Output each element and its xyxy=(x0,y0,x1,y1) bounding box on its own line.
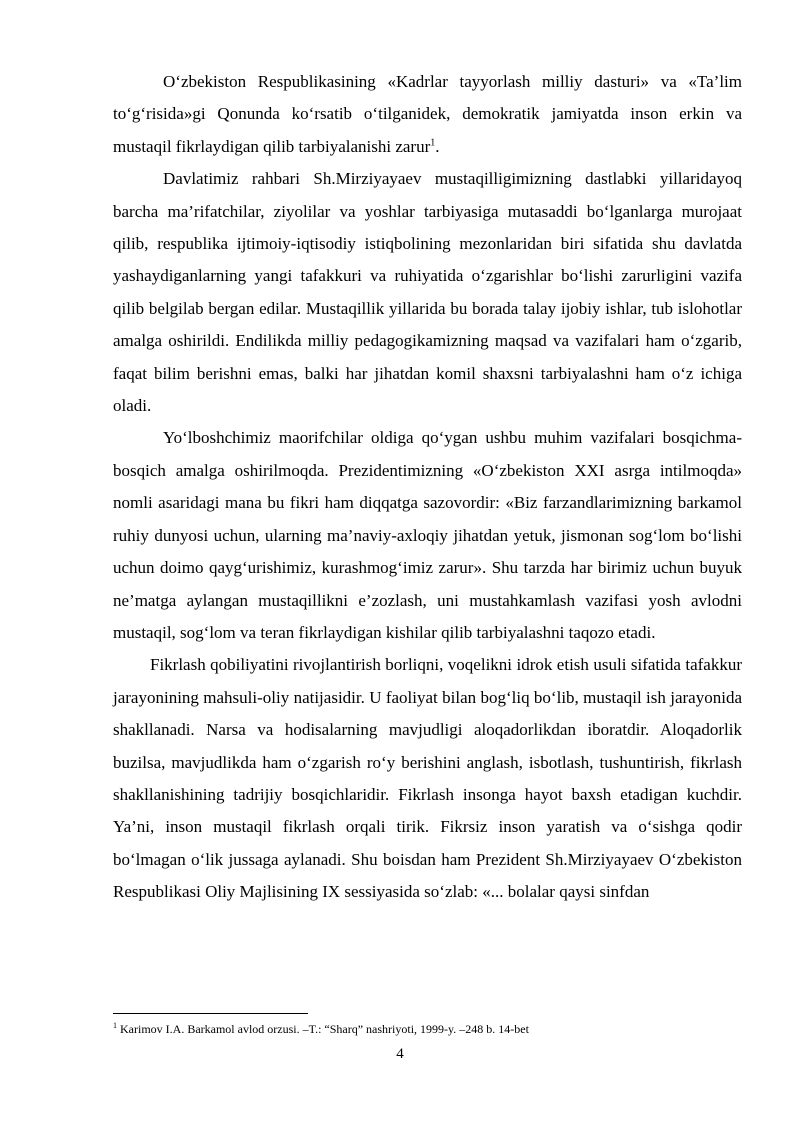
footnote-reference: 1 xyxy=(430,137,436,149)
paragraph-1-text: O‘zbekiston Respublikasining «Kadrlar tayyorlash milliy dasturi» va «Ta’lim to‘g‘risida»gi Qonunda ko‘rsatib o‘tilganidek, demokratik jamiyatda inson erkin va mustaqil fikrlaydigan qilib tarbiyalanishi zarur xyxy=(113,72,742,156)
page-number: 4 xyxy=(396,1046,404,1062)
paragraph-1 xyxy=(113,66,742,163)
footnote-marker: 1 xyxy=(113,1021,117,1030)
footnote-text: Karimov I.A. Barkamol avlod orzusi. –T.: “Sharq” nashriyoti, 1999-y. –248 b. 14-bet xyxy=(117,1022,529,1036)
body-text xyxy=(113,66,742,909)
paragraph-2: Davlatimiz rahbari Sh.Mirziyayaev mustaqilligimizning dastlabki yillaridayoq barcha ma’rifatchilar, ziyolilar va yoshlar tarbiyasiga mutasaddi bo‘lganlarga murojaat qilib, respublika ijtimoiy-iqtisodiy istiqbolining mezonlaridan biri sifatida shu davlatda yashaydiganlarning yangi tafakkuri va ruhiyatida o‘zgarishlar bo‘lishi zarurligini vazifa qilib belgilab bergan edilar. Mustaqillik yillarida bu borada talay ijobiy ishlar, tub islohotlar amalga oshirildi. Endilikda milliy pedagogikamizning maqsad va vazifalari ham o‘zgarib, faqat bilim berishni emas, balki har jihatdan komil shaxsni tarbiyalashni ham o‘z ichiga oladi. xyxy=(113,169,742,416)
paragraph-1-tail: . xyxy=(435,136,440,156)
footnote xyxy=(113,1018,742,1037)
footnote-separator xyxy=(113,1013,308,1014)
paragraph-4: Fikrlash qobiliyatini rivojlantirish borliqni, voqelikni idrok etish usuli sifatida tafakkur jarayonining mahsuli-oliy natijasidir. U faoliyat bilan bog‘liq bo‘lib, mustaqil ish jarayonida shakllanadi. Narsa va hodisalarning mavjudligi aloqadorlikdan iboratdir. Aloqadorlik buzilsa, mavjudlikda ham o‘zgarish ro‘y berishini anglash, isbotlash, tushuntirish, fikrlash shakllanishining tadrijiy bosqichlaridir. Fikrlash insonga hayot baxsh etadigan kuchdir. Ya’ni, inson mustaqil fikrlash orqali tirik. Fikrsiz inson yaratish va o‘sishga qodir bo‘lmagan o‘lik jussaga aylanadi. Shu boisdan ham Prezident Sh.Mirziyayaev O‘zbekiston Respublikasi Oliy Majlisining IX sessiyasida so‘zlab: «... bolalar qaysi sinfdan xyxy=(113,655,742,902)
paragraph-3: Yo‘lboshchimiz maorifchilar oldiga qo‘ygan ushbu muhim vazifalari bosqichma-bosqich amalga oshirilmoqda. Prezidentimizning «O‘zbekiston XXI asrga intilmoqda» nomli asaridagi mana bu fikri ham diqqatga sazovordir: «Biz farzandlarimizning barkamol ruhiy dunyosi uchun, ularning ma’naviy-axloqiy jihatdan yetuk, jismonan sog‘lom bo‘lishi uchun doimo qayg‘urishimiz, kurashmog‘imiz zarur». Shu tarzda har birimiz uchun buyuk ne’matga aylangan mustaqillikni e’zozlash, uni mustahkamlash vazifasi yosh avlodni mustaqil, sog‘lom va teran fikrlaydigan kishilar qilib tarbiyalashni taqozo etadi. xyxy=(113,428,742,642)
